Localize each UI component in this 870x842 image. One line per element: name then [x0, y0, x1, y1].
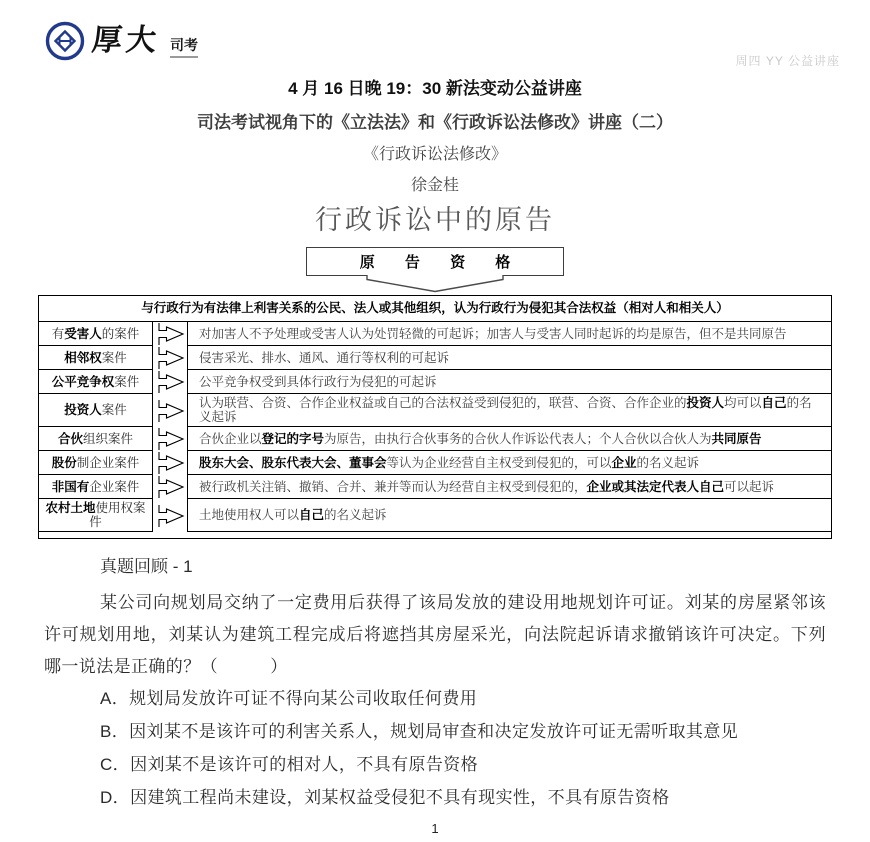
table-row: [39, 394, 831, 427]
page-title: 行政诉讼中的原告: [315, 205, 555, 235]
houda-logo-icon: [44, 20, 86, 62]
right-arrow-icon: [155, 504, 185, 528]
table-row: [39, 475, 831, 499]
logo: [44, 20, 198, 62]
lecture-title: 4 月 16 日晚 19：30 新法变动公益讲座: [288, 79, 582, 98]
option-c: C．因刘某不是该许可的相对人，不具有原告资格: [100, 755, 479, 774]
case-rule-text: 合伙企业以登记的字号为原告，由执行合伙事务的合伙人作诉讼代表人；个人合伙以合伙人为共同原告: [187, 427, 831, 451]
case-rule-text: 土地使用权人可以自己的名义起诉: [187, 499, 831, 532]
case-type-label: 非国有企业案件: [39, 475, 153, 499]
case-type-label: 有受害人的案件: [39, 322, 153, 346]
table-row: [39, 346, 831, 370]
arrow-cell: [153, 322, 187, 346]
arrow-cell: [153, 427, 187, 451]
right-arrow-icon: [155, 346, 185, 370]
right-arrow-icon: [155, 399, 185, 423]
case-type-label: 农村土地使用权案件: [39, 499, 153, 532]
arrow-cell: [153, 346, 187, 370]
table-row: [39, 322, 831, 346]
arrow-cell: [153, 499, 187, 532]
right-arrow-icon: [155, 427, 185, 451]
right-arrow-icon: [155, 322, 185, 346]
option-b: B．因刘某不是该许可的利害关系人，规划局审查和决定发放许可证无需听取其意见: [100, 722, 739, 741]
arrow-cell: [153, 451, 187, 475]
case-type-label: 公平竞争权案件: [39, 370, 153, 394]
table-row: [39, 499, 831, 532]
arrow-cell: [153, 394, 187, 427]
page-number: 1: [431, 821, 439, 836]
table-row: [39, 427, 831, 451]
table-header: 与行政行为有法律上利害关系的公民、法人或其他组织，认为行政行为侵犯其合法权益（相对人和相关人）: [39, 296, 831, 322]
right-arrow-icon: [155, 370, 185, 394]
question-title: 真题回顾 - 1: [100, 557, 193, 576]
logo-sub-text: 司考: [170, 35, 198, 58]
question-body: 某公司向规划局交纳了一定费用后获得了该局发放的建设用地规划许可证。刘某的房屋紧邻该许可规划用地，刘某认为建筑工程完成后将遮挡其房屋采光，向法院起诉请求撤销该许可决定。下列哪一说法是正确的？（ ）: [44, 593, 826, 676]
question-section: [44, 556, 826, 808]
plaintiff-qualification-box: 原 告 资 格: [306, 247, 564, 276]
arrow-cell: [153, 475, 187, 499]
lecture-topic: 《行政诉讼法修改》: [362, 146, 507, 163]
case-rule-text: 公平竞争权受到具体行政行为侵犯的可起诉: [187, 370, 831, 394]
arrow-cell: [153, 370, 187, 394]
case-type-label: 合伙组织案件: [39, 427, 153, 451]
case-rule-text: 认为联营、合资、合作企业权益或自己的合法权益受到侵犯的，联营、合资、合作企业的投资人均可以自己的名义起诉: [187, 394, 831, 427]
case-type-label: 相邻权案件: [39, 346, 153, 370]
right-arrow-icon: [155, 475, 185, 499]
right-arrow-icon: [155, 451, 185, 475]
case-rule-text: 对加害人不予处理或受害人认为处罚轻微的可起诉；加害人与受害人同时起诉的均是原告，但不是共同原告: [187, 322, 831, 346]
option-d: D．因建筑工程尚未建设，刘某权益受侵犯不具有现实性，不具有原告资格: [100, 788, 670, 807]
table-row: [39, 451, 831, 475]
option-a: A．规划局发放许可证不得向某公司收取任何费用: [100, 689, 478, 708]
qualification-table: [38, 295, 832, 539]
case-rule-text: 被行政机关注销、撤销、合并、兼并等而认为经营自主权受到侵犯的，企业或其法定代表人自己可以起诉: [187, 475, 831, 499]
corner-watermark: 周四 YY 公益讲座: [735, 54, 840, 68]
case-type-label: 股份制企业案件: [39, 451, 153, 475]
logo-brand-text: 厚大: [90, 24, 162, 57]
qualification-rows: [39, 322, 831, 532]
down-arrow-icon: [305, 275, 565, 294]
case-type-label: 投资人案件: [39, 394, 153, 427]
speaker-name: 徐金桂: [410, 177, 459, 194]
table-row: [39, 370, 831, 394]
case-rule-text: 侵害采光、排水、通风、通行等权利的可起诉: [187, 346, 831, 370]
lecture-subtitle: 司法考试视角下的《立法法》和《行政诉讼法修改》讲座（二）: [197, 113, 673, 132]
case-rule-text: 股东大会、股东代表大会、董事会等认为企业经营自主权受到侵犯的，可以企业的名义起诉: [187, 451, 831, 475]
